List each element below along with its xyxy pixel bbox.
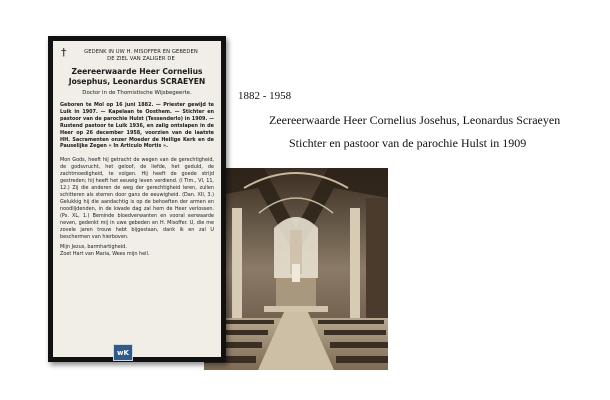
memorial-card bbox=[48, 36, 226, 362]
card-header-line: GEDENK IN UW H. MISOFFER EN GEBEDEN bbox=[84, 49, 198, 55]
card-prayer bbox=[60, 244, 214, 258]
cross-icon: † bbox=[61, 46, 67, 59]
card-scripture-text: Mon Gods, heeft hij getracht de wegen van de gerechtigheid, de godsvrucht, het geloof, de liefde, het geduld, de zachtmoedigheid, te volgen. Hij heeft de goede strijd gestreden; hij heeft het eeuwig leven verdiend. (I Tim., VI, 11, 12.) Zij die anderen de weg der gerechtigheid leren, zullen schitteren als sterren door gans de eeuwigheid. (Dan. XII, 3.) Gelukkig hij die aandachtig is op de behoeften der armen en noodlijdenden, in de kwade dag zal hem de Heer verlossen. (Ps. XL, 1.) Beminde bloedverwanten en vooral eerwaarde neven, gedenkt mij in uwe gebeden en H. Misoffer. U, die me zovele jaren trouw hebt bijgestaan, dank ik en zal U beschermen van hierboven. bbox=[60, 157, 214, 240]
card-prayer-line: Zoet Hart van Maria, Wees mijn heil. bbox=[60, 250, 150, 257]
caption-years: 1882 - 1958 bbox=[238, 90, 292, 102]
card-deceased-name bbox=[60, 67, 214, 87]
card-prayer-line: Mijn Jezus, barmhartigheid. bbox=[60, 243, 127, 250]
church-interior-illustration bbox=[204, 168, 388, 370]
church-interior-photo bbox=[204, 168, 388, 370]
caption-name: Zeereerwaarde Heer Cornelius Josehus, Leonardus Scraeyen bbox=[269, 113, 561, 127]
card-biography: Geboren te Mol op 16 juni 1882. — Priester gewijd te Luik in 1907. — Kapelaan te Oosthem. — Stichter en pastoor van de parochie Hulst (Tessenderlo) in 1909. — Rustend pastoor te Luik 1936, en zalig ontslapen in de Heer op 26 december 1958, voorzien van de laatste HH. Sacramenten onzer Moeder de Heilige Kerk en de Pauselijke Zegen « In Articulo Mortis ». bbox=[60, 101, 214, 150]
card-name-line: Josephus, Leonardus SCRAEYEN bbox=[68, 76, 206, 86]
memorial-card-body bbox=[53, 41, 221, 357]
card-name-line: Zeereerwaarde Heer Cornelius bbox=[71, 67, 203, 77]
card-doctor-title: Doctor in de Thomistische Wijsbegeerte. bbox=[82, 89, 192, 96]
card-header bbox=[60, 46, 214, 63]
caption-founder: Stichter en pastoor van de parochie Hulst in 1909 bbox=[289, 136, 527, 150]
watermark-logo: wK bbox=[113, 344, 133, 361]
card-header-line: DE ZIEL VAN ZALIGER DE bbox=[107, 56, 175, 63]
